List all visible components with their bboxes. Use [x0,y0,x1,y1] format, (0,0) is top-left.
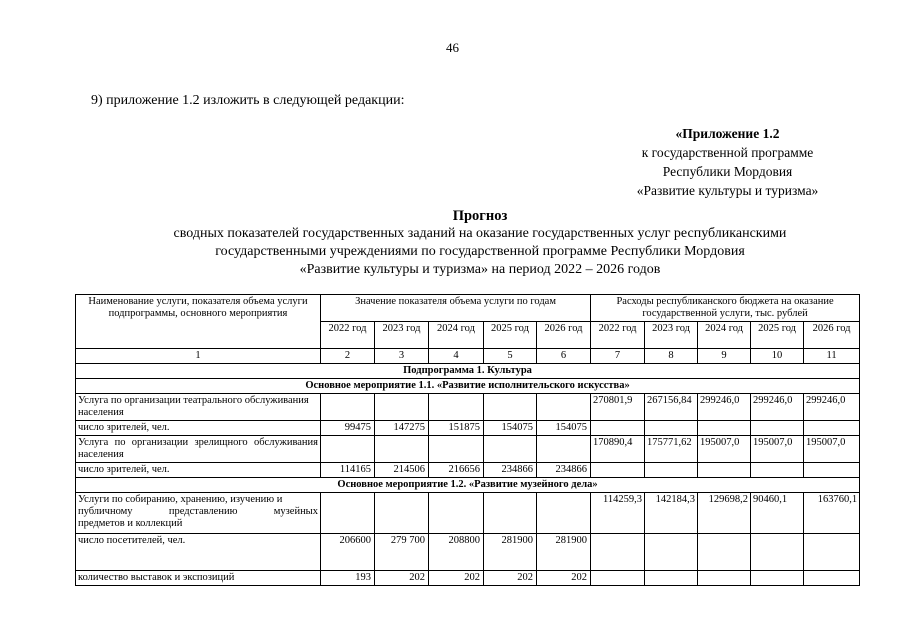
row-name: Услуга по организации зрелищного обслуживания населения [76,436,321,463]
table-row [76,436,860,463]
table-row [76,571,860,586]
value-cell: 154075 [484,421,537,436]
page-number: 46 [446,40,459,55]
year-cell: 2023 год [375,322,429,349]
column-number: 1 [76,349,321,364]
forecast-title [90,207,870,279]
row-name-line: публичному представлению музейных [78,506,318,517]
column-number: 10 [751,349,804,364]
budget-cell: 163760,1 [804,493,860,534]
column-number: 4 [429,349,484,364]
empty-cell [484,493,537,534]
empty-cell [484,436,537,463]
table-row [76,534,860,571]
empty-cell [375,436,429,463]
budget-cell: 299246,0 [804,394,860,421]
value-cell: 208800 [429,534,484,571]
forecast-heading: Прогноз [452,208,508,224]
table-header-row [76,295,860,322]
row-name-line: предметов и коллекций [78,518,183,529]
year-cell: 2025 год [751,322,804,349]
value-cell: 202 [484,571,537,586]
row-name: количество выставок и экспозиций [76,571,321,586]
value-cell: 206600 [321,534,375,571]
event-title: Основное мероприятие 1.1. «Развитие исполнительского искусства» [76,379,860,394]
event-row [76,379,860,394]
budget-cell: 299246,0 [751,394,804,421]
value-cell: 147275 [375,421,429,436]
empty-cell [321,436,375,463]
header-values: Значение показателя объема услуги по годам [321,295,591,322]
empty-cell [429,394,484,421]
column-number: 9 [698,349,751,364]
row-name: число зрителей, чел. [76,463,321,478]
value-cell: 214506 [375,463,429,478]
subprogram-row [76,364,860,379]
empty-cell [591,571,645,586]
budget-cell: 142184,3 [645,493,698,534]
empty-cell [591,421,645,436]
empty-cell [537,436,591,463]
budget-table [75,294,860,586]
year-cell: 2024 год [429,322,484,349]
budget-cell: 195007,0 [698,436,751,463]
forecast-line: сводных показателей государственных заданий на оказание государственных услуг республиканскими [173,226,787,241]
forecast-line: «Развитие культуры и туризма» на период 2022 – 2026 годов [299,262,661,277]
header-name: Наименование услуги, показателя объема услуги подпрограммы, основного мероприятия [76,295,321,349]
value-cell: 234866 [484,463,537,478]
column-number-row [76,349,860,364]
empty-cell [804,534,860,571]
appendix-block [600,124,855,200]
empty-cell [537,493,591,534]
value-cell: 202 [429,571,484,586]
empty-cell [375,394,429,421]
year-cell: 2025 год [484,322,537,349]
value-cell: 114165 [321,463,375,478]
year-cell: 2022 год [591,322,645,349]
empty-cell [429,493,484,534]
table-row [76,421,860,436]
empty-cell [698,534,751,571]
appendix-title: «Приложение 1.2 [675,126,780,141]
budget-cell: 170890,4 [591,436,645,463]
empty-cell [751,463,804,478]
column-number: 2 [321,349,375,364]
empty-cell [645,463,698,478]
empty-cell [645,421,698,436]
value-cell: 279 700 [375,534,429,571]
empty-cell [698,421,751,436]
budget-cell: 299246,0 [698,394,751,421]
year-cell: 2023 год [645,322,698,349]
budget-cell: 90460,1 [751,493,804,534]
value-cell: 281900 [537,534,591,571]
column-number: 6 [537,349,591,364]
empty-cell [751,534,804,571]
value-cell: 234866 [537,463,591,478]
intro-text: 9) приложение 1.2 изложить в следующей редакции: [91,93,405,108]
empty-cell [591,534,645,571]
column-number: 7 [591,349,645,364]
budget-cell: 114259,3 [591,493,645,534]
empty-cell [375,493,429,534]
empty-cell [591,463,645,478]
empty-cell [751,571,804,586]
value-cell: 151875 [429,421,484,436]
forecast-line: государственными учреждениями по государственной программе Республики Мордовия [215,244,745,259]
value-cell: 202 [537,571,591,586]
row-name: число зрителей, чел. [76,421,321,436]
event-row [76,478,860,493]
empty-cell [751,421,804,436]
column-number: 3 [375,349,429,364]
empty-cell [804,571,860,586]
row-name [76,493,321,534]
value-cell: 99475 [321,421,375,436]
row-name: Услуга по организации театрального обслуживания населения [76,394,321,421]
value-cell: 202 [375,571,429,586]
appendix-line: к государственной программе [641,145,814,160]
table-row [76,463,860,478]
column-number: 8 [645,349,698,364]
budget-cell: 267156,84 [645,394,698,421]
table-row [76,394,860,421]
appendix-line: «Развитие культуры и туризма» [636,183,819,198]
value-cell: 193 [321,571,375,586]
budget-cell: 195007,0 [751,436,804,463]
row-name-line: Услуги по собиранию, хранению, изучению и [78,494,283,505]
appendix-line: Республики Мордовия [662,164,793,179]
year-cell: 2022 год [321,322,375,349]
empty-cell [698,571,751,586]
empty-cell [698,463,751,478]
budget-cell: 175771,62 [645,436,698,463]
subprogram-title: Подпрограмма 1. Культура [76,364,860,379]
budget-cell: 195007,0 [804,436,860,463]
empty-cell [645,571,698,586]
header-budget: Расходы республиканского бюджета на оказание государственной услуги, тыс. рублей [591,295,860,322]
column-number: 11 [804,349,860,364]
budget-cell: 270801,9 [591,394,645,421]
column-number: 5 [484,349,537,364]
empty-cell [645,534,698,571]
budget-cell: 129698,2 [698,493,751,534]
year-cell: 2026 год [537,322,591,349]
value-cell: 216656 [429,463,484,478]
row-name: число посетителей, чел. [76,534,321,571]
empty-cell [321,394,375,421]
value-cell: 154075 [537,421,591,436]
empty-cell [537,394,591,421]
table-row [76,493,860,534]
empty-cell [429,436,484,463]
year-cell: 2024 год [698,322,751,349]
empty-cell [804,421,860,436]
event-title: Основное мероприятие 1.2. «Развитие музейного дела» [76,478,860,493]
empty-cell [804,463,860,478]
value-cell: 281900 [484,534,537,571]
empty-cell [321,493,375,534]
empty-cell [484,394,537,421]
year-cell: 2026 год [804,322,860,349]
